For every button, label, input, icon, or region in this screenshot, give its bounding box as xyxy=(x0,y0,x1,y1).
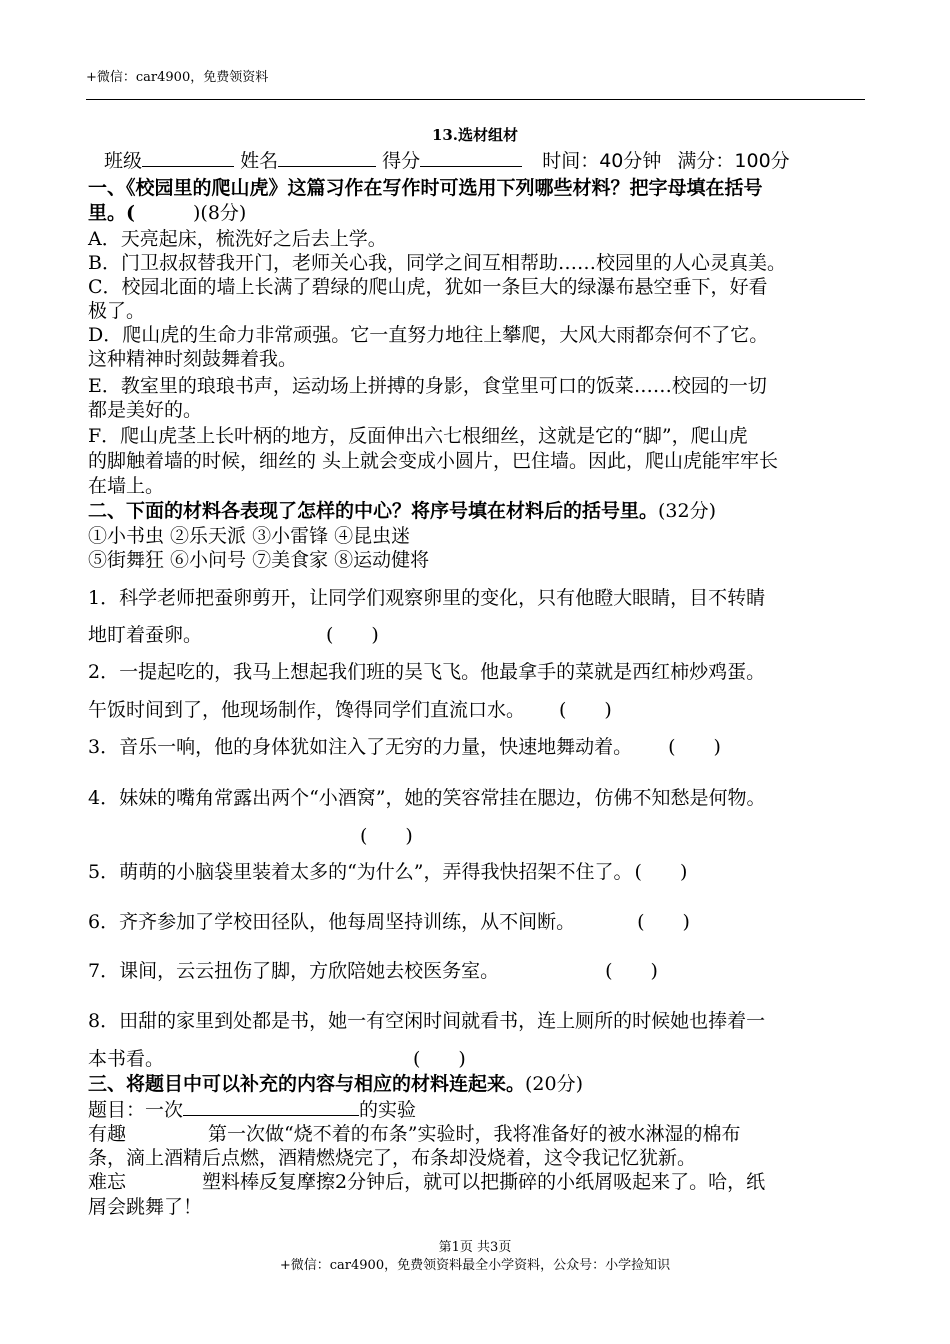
s2-q4-line: 4．妹妹的嘴角常露出两个“小酒窝”，她的笑容常挂在腮边，仿佛不知愁是何物。 xyxy=(88,787,766,809)
s2-q7-text: 7．课间，云云扭伤了脚，方欣陪她去校医务室。 xyxy=(88,960,500,982)
s1-option-e2: 都是美好的。 xyxy=(88,399,203,421)
s2-heading: 二、下面的材料各表现了怎样的中心？将序号填在材料后的括号里。 xyxy=(88,500,659,522)
s3-topic-pre: 题目：一次 xyxy=(88,1099,184,1121)
s2-q8-text: 本书看。 xyxy=(88,1048,165,1070)
s2-q3-text: 3．音乐一响，他的身体犹如注入了无穷的力量，快速地舞动着。 xyxy=(88,736,633,758)
s2-options-row2: ⑤街舞狂 ⑥小问号 ⑦美食家 ⑧运动健将 xyxy=(88,549,430,571)
s1-option-f3: 在墙上。 xyxy=(88,475,165,497)
s1-option-f2: 的脚触着墙的时候，细丝的 头上就会变成小圆片，巴住墙。因此，爬山虎能牢牢长 xyxy=(88,450,779,472)
s2-q5-text: 5．萌萌的小脑袋里装着太多的“为什么”，弄得我快招架不住了。 xyxy=(88,861,633,883)
s3-material2-line2: 屑会跳舞了！ xyxy=(88,1196,203,1218)
s3-material2-text: 塑料棒反复摩擦2分钟后，就可以把撕碎的小纸屑吸起来了。哈，纸 xyxy=(202,1171,766,1193)
class-blank[interactable] xyxy=(142,148,234,167)
s2-q3-answer[interactable]: ( ) xyxy=(668,736,721,758)
s1-option-c2: 极了。 xyxy=(88,300,146,322)
s3-material1-line2: 条，滴上酒精后点燃，酒精燃烧完了，布条却没烧着，这令我记忆犹新。 xyxy=(88,1147,697,1169)
s2-q6-line xyxy=(88,910,690,934)
page-title: 13.选材组材 xyxy=(431,126,519,144)
s1-option-e1: E．教室里的琅琅书声，运动场上拼搏的身影，食堂里可口的饭菜……校园的一切 xyxy=(88,375,767,397)
s2-heading-line xyxy=(88,499,716,523)
s1-heading-line2 xyxy=(88,201,246,225)
s3-word-interesting[interactable]: 有趣 xyxy=(88,1123,127,1145)
s1-option-a: A．天亮起床，梳洗好之后去上学。 xyxy=(88,228,387,250)
s2-q7-line xyxy=(88,959,658,983)
s1-option-f1: F．爬山虎茎上长叶柄的地方，反面伸出六七根细丝，这就是它的“脚”，爬山虎 xyxy=(88,425,748,447)
s2-q2-answer[interactable]: ( ) xyxy=(559,699,612,721)
score-label: 得分 xyxy=(382,150,421,172)
s1-heading-pre: 里。( xyxy=(88,202,135,224)
s2-q5-line xyxy=(88,860,687,884)
student-info-line xyxy=(104,148,790,173)
header-note: +微信：car4900，免费领资料 xyxy=(86,70,269,85)
s2-q5-answer[interactable]: ( ) xyxy=(634,861,688,883)
s2-q1-line1: 1．科学老师把蚕卵剪开，让同学们观察卵里的变化，只有他瞪大眼睛，目不转睛 xyxy=(88,587,766,609)
s2-q2-line1: 2．一提起吃的，我马上想起我们班的吴飞飞。他最拿手的菜就是西红柿炒鸡蛋。 xyxy=(88,661,766,683)
s3-heading: 三、将题目中可以补充的内容与相应的材料连起来。 xyxy=(88,1073,526,1095)
name-blank[interactable] xyxy=(278,148,376,167)
header-rule xyxy=(86,99,865,100)
class-label: 班级 xyxy=(104,150,143,172)
s2-q8-answer[interactable]: ( ) xyxy=(413,1048,466,1070)
page-number: 第1页 共3页 xyxy=(438,1240,512,1255)
s2-q1-line2 xyxy=(88,623,379,647)
s2-options-row1: ①小书虫 ②乐天派 ③小雷锋 ④昆虫迷 xyxy=(88,525,411,547)
s2-q2-text: 午饭时间到了，他现场制作，馋得同学们直流口水。 xyxy=(88,699,526,721)
s2-q2-line2 xyxy=(88,698,612,722)
s2-q4-answer[interactable]: ( ) xyxy=(360,825,413,847)
s2-q6-text: 6．齐齐参加了学校田径队，他每周坚持训练，从不间断。 xyxy=(88,911,576,933)
s3-topic-post: 的实验 xyxy=(359,1099,417,1121)
name-label: 姓名 xyxy=(240,150,279,172)
s1-option-d2: 这种精神时刻鼓舞着我。 xyxy=(88,348,298,370)
s2-q6-answer[interactable]: ( ) xyxy=(637,911,690,933)
s3-heading-line xyxy=(88,1072,583,1096)
s2-q8-line2 xyxy=(88,1047,466,1071)
s2-q7-answer[interactable]: ( ) xyxy=(605,960,658,982)
s3-material1-text: 第一次做“烧不着的布条”实验时，我将准备好的被水淋湿的棉布 xyxy=(208,1123,741,1145)
s1-option-d1: D．爬山虎的生命力非常顽强。它一直努力地往上攀爬，大风大雨都奈何不了它。 xyxy=(88,324,769,346)
score-blank[interactable] xyxy=(420,148,522,167)
s3-material1-line1 xyxy=(88,1122,740,1146)
time-limit: 时间：40分钟 xyxy=(542,150,662,172)
s3-word-memorable[interactable]: 难忘 xyxy=(88,1171,127,1193)
s3-topic-blank[interactable] xyxy=(183,1097,359,1116)
footer-note: +微信：car4900，免费领资料最全小学资料，公众号：小学捡知识 xyxy=(279,1258,671,1273)
s1-option-c1: C．校园北面的墙上长满了碧绿的爬山虎，犹如一条巨大的绿瀑布悬空垂下，好看 xyxy=(88,276,768,298)
s3-topic-line xyxy=(88,1097,416,1122)
s1-heading-line1: 一、《校园里的爬山虎》这篇习作在写作时可选用下列哪些材料？把字母填在括号 xyxy=(88,177,763,199)
s1-option-b: B．门卫叔叔替我开门，老师关心我，同学之间互相帮助……校园里的人心灵真美。 xyxy=(88,252,786,274)
full-score: 满分：100分 xyxy=(677,150,790,172)
s1-heading-post: )(8分) xyxy=(193,202,247,224)
s3-points: (20分) xyxy=(525,1073,584,1095)
s2-q3-line xyxy=(88,735,721,759)
s2-q1-text: 地盯着蚕卵。 xyxy=(88,624,203,646)
s2-q1-answer[interactable]: ( ) xyxy=(326,624,379,646)
s3-material2-line1 xyxy=(88,1170,765,1194)
s2-q8-line1: 8．田甜的家里到处都是书，她一有空闲时间就看书，连上厕所的时候她也捧着一 xyxy=(88,1010,766,1032)
s2-points: (32分) xyxy=(658,500,717,522)
